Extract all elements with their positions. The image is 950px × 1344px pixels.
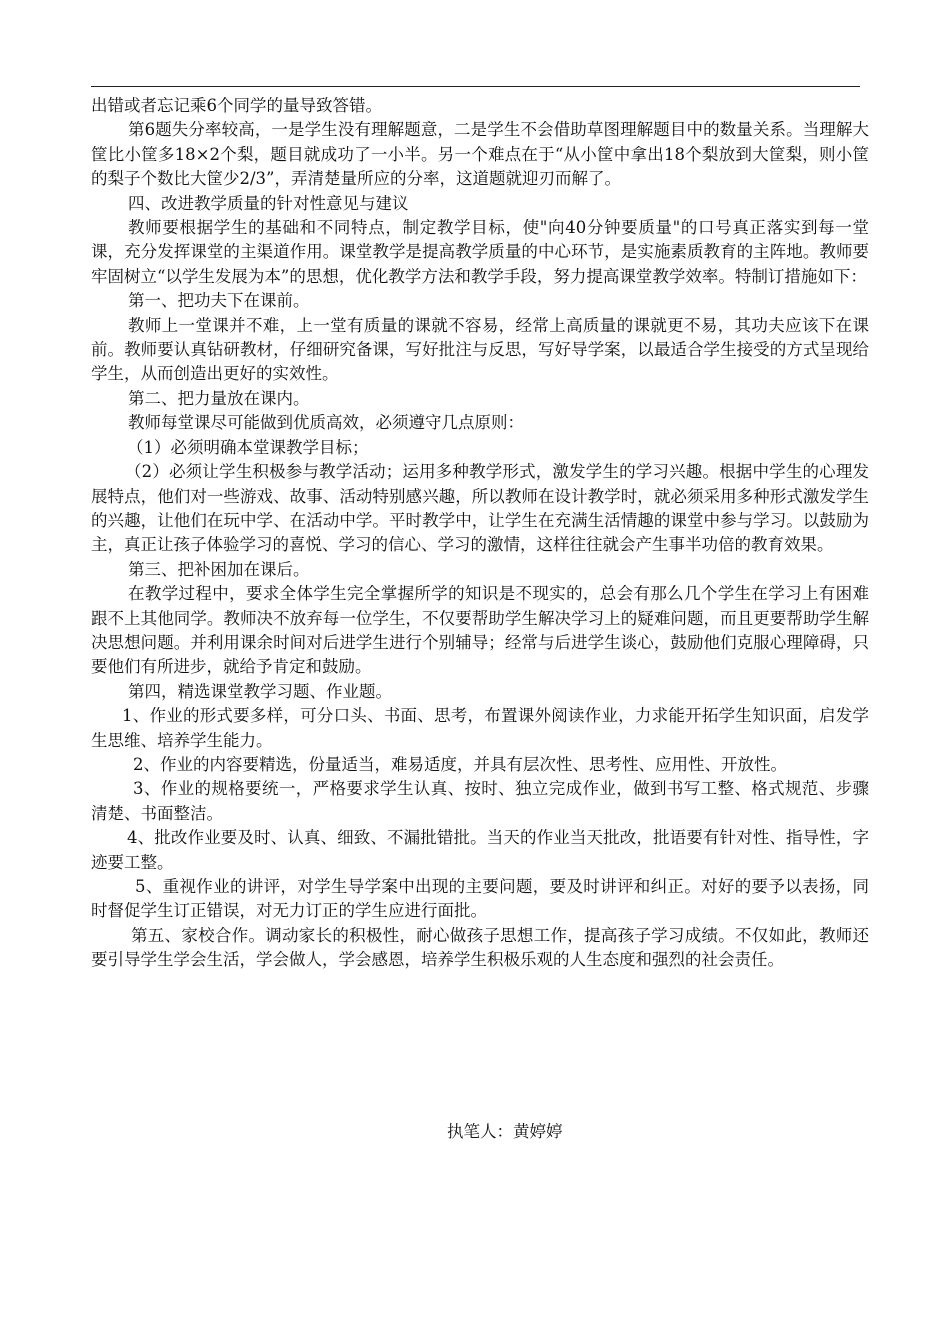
- section-heading-4: 四、改进教学质量的针对性意见与建议: [128, 193, 409, 213]
- homework-item-1: 1、作业的形式要多样，可分口头、书面、思考，布置课外阅读作业，力求能开拓学生知识面，启发学生思维、培养学生能力。: [91, 706, 869, 750]
- paragraph-principles-intro: 教师每堂课尽可能做到优质高效，必须遵守几点原则：: [128, 413, 524, 433]
- paragraph-question-6-analysis: 第6题失分率较高，一是学生没有理解题意，二是学生不会借助草图理解题目中的数量关系。当理解大筐比小筐多18×2个梨，题目就成功了一小半。另一个难点在于“从小筐中拿出18个梨放到大筐梨，则小筐的梨子个数比大筐少2/3”，弄清楚量所应的分率，这道题就迎刃而解了。: [91, 120, 869, 189]
- header-rule: [91, 86, 860, 87]
- paragraph-teaching-goals: 教师要根据学生的基础和不同特点，制定教学目标，使"向40分钟要质量"的口号真正落实到每一堂课，充分发挥课堂的主渠道作用。课堂教学是提高教学质量的中心环节，是实施素质教育的主阵地。教师要牢固树立“以学生发展为本”的思想，优化教学方法和教学手段，努力提高课堂教学效率。特制订措施如下：: [91, 218, 869, 286]
- principle-item-1: （1）必须明确本堂课教学目标；: [127, 437, 369, 457]
- paragraph-continuation: 出错或者忘记乘6个同学的量导致答错。: [91, 96, 382, 115]
- measure-home-school: 第五、家校合作。调动家长的积极性，耐心做孩子思想工作，提高孩子学习成绩。不仅如此，教师还要引导学生学会生活，学会做人，学会感恩，培养学生积极乐观的人生态度和强烈的社会责任。: [91, 925, 869, 970]
- homework-item-5: 5、重视作业的讲评，对学生导学案中出现的主要问题，要及时讲评和纠正。对好的要予以表扬，同时督促学生订正错误，对无力订正的学生应进行面批。: [91, 877, 869, 921]
- homework-item-2: 2、作业的内容要精选，份量适当，难易适度，并具有层次性、思考性、应用性、开放性。: [133, 754, 787, 774]
- paragraph-after-class: 在教学过程中，要求全体学生完全掌握所学的知识是不现实的，总会有那么几个学生在学习上有困难跟不上其他同学。教师决不放弃每一位学生，不仅要帮助学生解决学习上的疑难问题，而且更要帮助学生解决思想问题。并利用课余时间对后进学生进行个别辅导；经常与后进学生谈心，鼓励他们克服心理障碍，只要他们有所进步，就给予肯定和鼓励。: [91, 584, 869, 677]
- measure-heading-1: 第一、把功夫下在课前。: [128, 291, 310, 311]
- paragraph-before-class: 教师上一堂课并不难，上一堂有质量的课就不容易，经常上高质量的课就更不易，其功夫应该下在课前。教师要认真钻研教材，仔细研究备课，写好批注与反思，写好导学案，以最适合学生接受的方式呈现给学生，从而创造出更好的实效性。: [91, 315, 869, 384]
- homework-item-3: 3、作业的规格要统一，严格要求学生认真、按时、独立完成作业，做到书写工整、格式规范、步骤清楚、书面整洁。: [91, 779, 869, 823]
- author-signature: 执笔人：黄婷婷: [447, 1122, 563, 1141]
- measure-heading-3: 第三、把补困加在课后。: [128, 559, 310, 579]
- measure-heading-2: 第二、把力量放在课内。: [128, 388, 310, 408]
- principle-item-2: （2）必须让学生积极参与教学活动；运用多种教学形式，激发学生的学习兴趣。根据中学生的心理发展特点，他们对一些游戏、故事、活动特别感兴趣，所以教师在设计教学时，就必须采用多种形式激发学生的兴趣，让他们在玩中学、在活动中学。平时教学中，让学生在充满生活情趣的课堂中参与学习。以鼓励为主，真正让孩子体验学习的喜悦、学习的信心、学习的激情，这样往往就会产生事半功倍的教育效果。: [91, 462, 869, 555]
- homework-item-4: 4、批改作业要及时、认真、细致、不漏批错批。当天的作业当天批改，批语要有针对性、指导性，字迹要工整。: [91, 828, 869, 872]
- document-body: [91, 94, 869, 973]
- measure-heading-4: 第四，精选课堂教学习题、作业题。: [128, 681, 392, 701]
